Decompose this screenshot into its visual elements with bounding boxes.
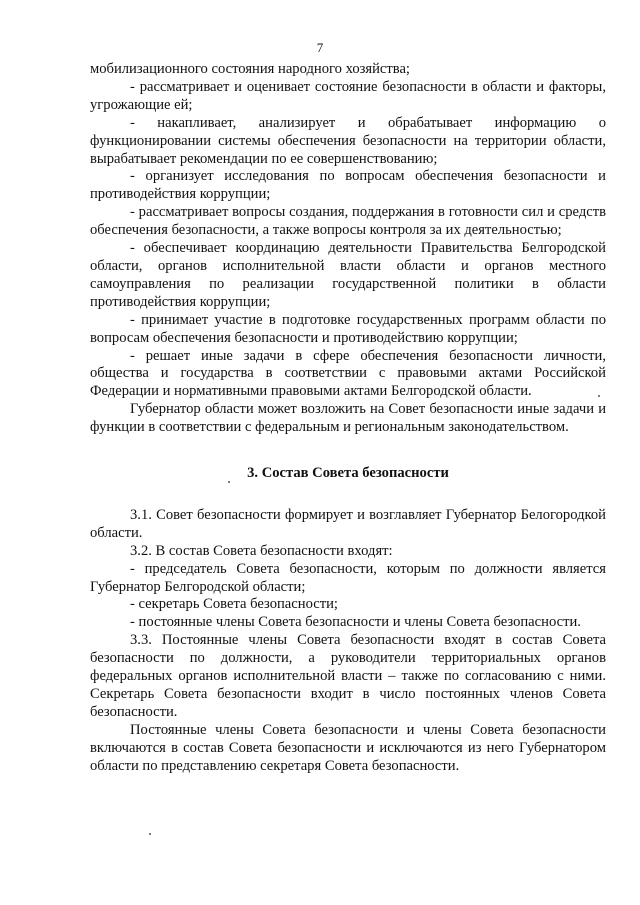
composition-section [90,507,606,776]
paragraph: - принимает участие в подготовке государственных программ области по вопросам обеспечения безопасности и противодействию коррупции; [90,311,606,346]
document-body [90,61,606,776]
paragraph: Губернатор области может возложить на Совет безопасности иные задачи и функции в соответствии с федеральным и региональным законодательством. [90,401,606,436]
paragraph: - накапливает, анализирует и обрабатывает информацию о функционировании системы обеспечения безопасности на территории области, вырабатывает рекомендации по ее совершенствованию; [90,114,606,167]
paragraph: 3.2. В состав Совета безопасности входят: [130,542,393,559]
paragraph: - председатель Совета безопасности, которым по должности является Губернатор Белгородской области; [90,560,606,595]
paragraph: мобилизационного состояния народного хозяйства; [90,61,410,77]
scan-speck [598,395,600,397]
paragraph: Постоянные члены Совета безопасности и члены Совета безопасности включаются в состав Совета безопасности и исключаются из него Губернатором области по представлению секретаря Совета безопасности. [90,721,606,774]
scan-speck [228,481,230,483]
functions-list [90,61,606,437]
paragraph: - постоянные члены Совета безопасности и члены Совета безопасности. [130,614,581,631]
paragraph: - секретарь Совета безопасности; [130,596,338,613]
paragraph: - организует исследования по вопросам обеспечения безопасности и противодействия коррупции; [90,168,606,203]
paragraph: - рассматривает и оценивает состояние безопасности в области и факторы, угрожающие ей; [90,78,606,113]
scan-speck [149,833,151,835]
section-heading: 3. Состав Совета безопасности [247,465,449,482]
paragraph: 3.1. Совет безопасности формирует и возглавляет Губернатор Белогородкой области. [90,506,606,541]
paragraph: - рассматривает вопросы создания, поддержания в готовности сил и средств обеспечения безопасности, а также вопросы контроля за их деятельностью; [90,204,606,239]
paragraph: - обеспечивает координацию деятельности Правительства Белгородской области, органов исполнительной власти области и органов местного самоуправления по реализации государственной политики в области противодействия коррупции; [90,240,606,310]
paragraph: - решает иные задачи в сфере обеспечения безопасности личности, общества и государства в соответствии с правовыми актами Российской Федерации и нормативными правовыми актами Белгородской области. [90,347,606,400]
paragraph: 3.3. Постоянные члены Совета безопасности входят в состав Совета безопасности по должности, а руководители территориальных органов федеральных органов исполнительной власти – также по согласованию с ними. Секретарь Совета безопасности входит в число постоянных членов Совета безопасности. [90,632,606,720]
page-number: 7 [316,40,324,55]
